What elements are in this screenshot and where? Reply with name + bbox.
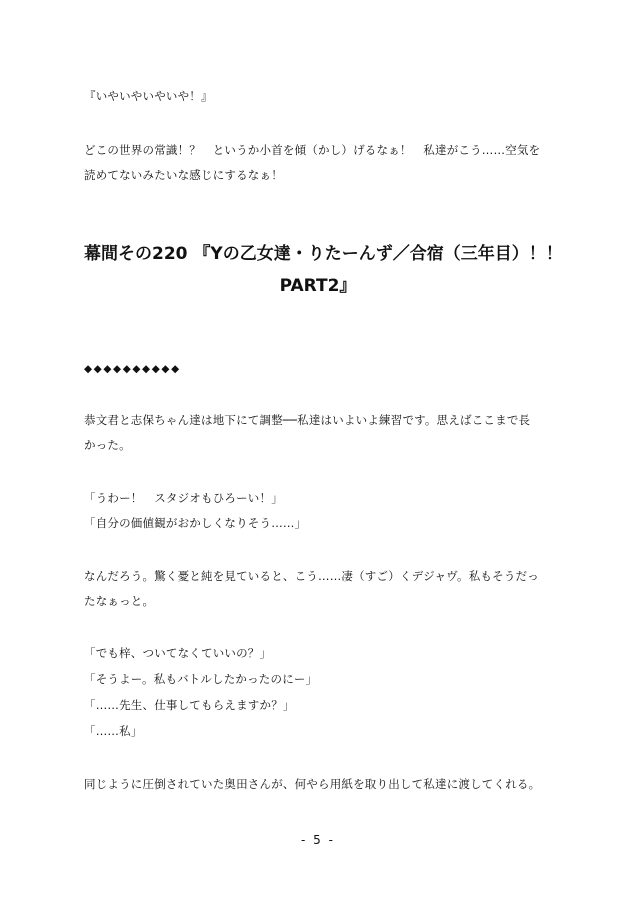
paragraph-line: 同じように圧倒されていた奥田さんが、何やら用紙を取り出して私達に渡してくれる。	[84, 777, 541, 791]
opening-quote: 『いやいやいやいや！』	[84, 89, 213, 103]
dialogue-line: 「自分の価値観がおかしくなりそう……」	[84, 516, 307, 530]
dialogue-line: 「……私」	[84, 724, 143, 738]
paragraph-line: かった。	[84, 438, 131, 452]
paragraph-line: 恭文君と志保ちゃん達は地下にて調整──私達はいよいよ練習です。思えばここまで長	[84, 413, 531, 427]
dialogue-line: 「うわー！ スタジオもひろーい！」	[84, 491, 283, 505]
dialogue-line: 「でも梓、ついてなくていいの？」	[84, 646, 272, 660]
page-number: - 5 -	[301, 833, 335, 847]
dialogue-line: 「……先生、仕事してもらえますか？」	[84, 698, 295, 712]
chapter-title-line2: PART2』	[279, 276, 357, 296]
paragraph-line: どこの世界の常識！？ というか小首を傾（かし）げるなぁ！ 私達がこう……空気を	[84, 143, 541, 157]
dialogue-line: 「そうよー。私もバトルしたかったのにー」	[84, 672, 318, 686]
paragraph-line: たなぁっと。	[84, 594, 155, 608]
paragraph-line: 読めてないみたいな感じにするなぁ！	[84, 168, 283, 182]
paragraph-line: なんだろう。驚く憂と純を見ていると、こう……凄（すご）くデジャヴ。私もそうだっ	[84, 569, 539, 583]
chapter-title-line1: 幕間その220 『Yの乙女達・りたーんず／合宿（三年目）！！	[84, 244, 563, 264]
section-separator: ◆◆◆◆◆◆◆◆◆◆	[84, 363, 181, 375]
